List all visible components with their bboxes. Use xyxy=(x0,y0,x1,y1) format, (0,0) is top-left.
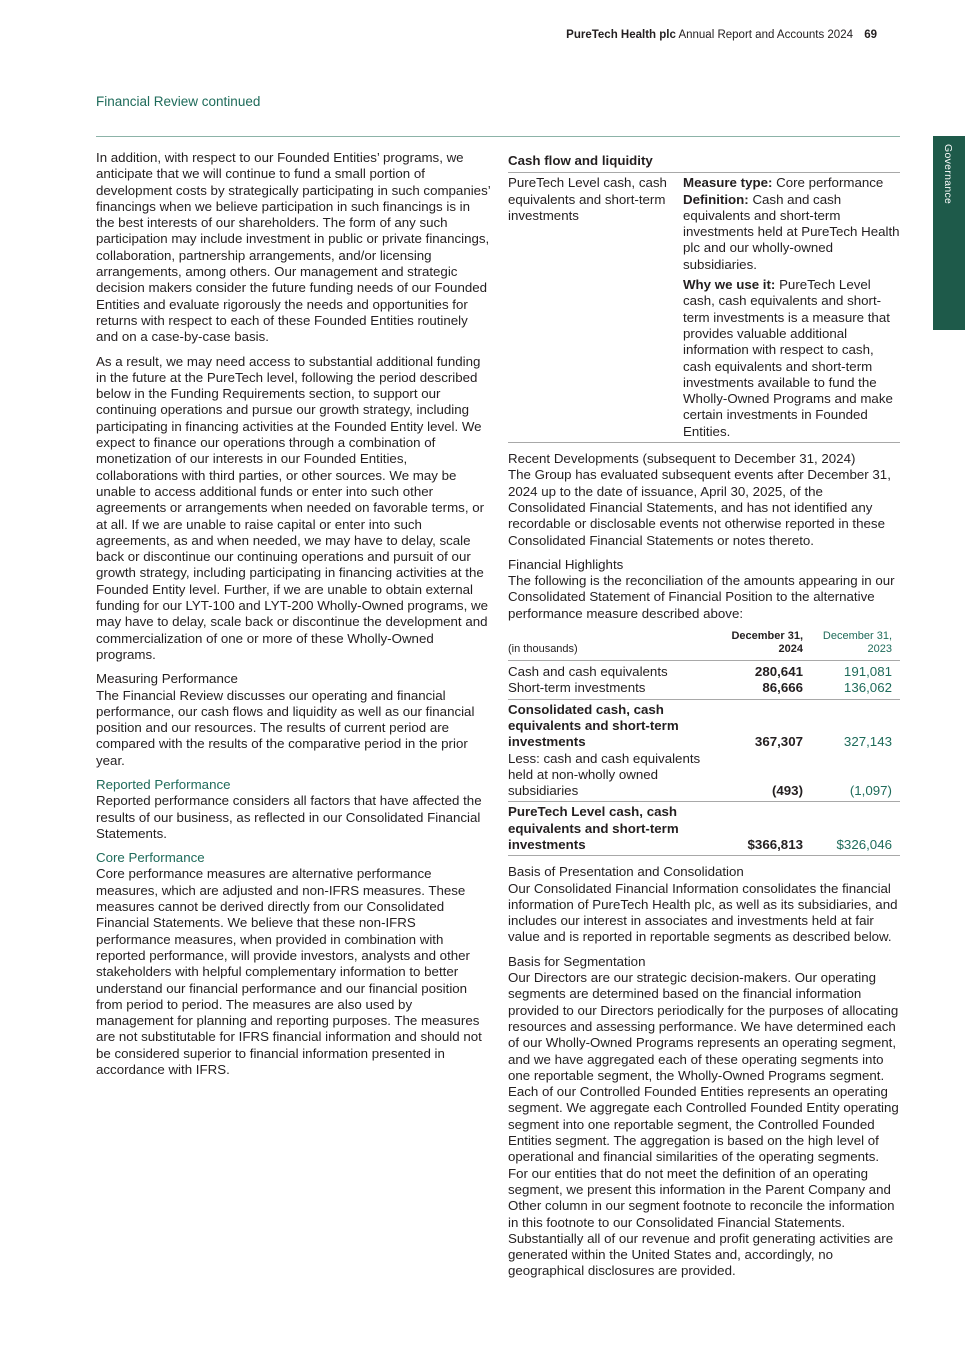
row-label: Less: cash and cash equivalents held at non-wholly owned subsidiaries xyxy=(508,750,701,799)
value-2023: (1,097) xyxy=(849,783,892,799)
measure-type-value: Core performance xyxy=(776,175,884,191)
governance-tab[interactable] xyxy=(933,136,965,330)
value-2024: 86,666 xyxy=(762,680,803,696)
cash-flow-metric: PureTech Level cash, cash equivalents and short-term investments xyxy=(508,175,667,223)
column-2024: December 31, 2024 xyxy=(731,630,803,656)
unit-label: (in thousands) xyxy=(508,643,578,656)
value-2023: 191,081 xyxy=(843,664,892,680)
value-2024: $366,813 xyxy=(747,836,803,852)
reported-performance-section xyxy=(96,777,491,842)
measure-type-label: Measure type: xyxy=(683,175,773,191)
value-2024: 367,307 xyxy=(754,734,803,750)
financial-highlights-text: The following is the reconciliation of the amounts appearing in our Consolidated Statement of Financial Position to the alternative performance measure described above: xyxy=(508,573,895,621)
row-label: Cash and cash equivalents xyxy=(508,664,668,680)
value-2023: 327,143 xyxy=(843,734,892,750)
recent-developments-section xyxy=(508,451,900,549)
left-column xyxy=(96,150,491,1086)
definition-label: Definition: xyxy=(683,191,749,207)
running-header xyxy=(566,29,877,41)
why-label: Why we use it: xyxy=(683,277,776,293)
basis-segmentation-section xyxy=(508,954,900,1280)
measuring-performance-text: The Financial Review discusses our operating and financial performance, our cash flows and liquidity as well as our financial position and our resources. The results of current period are compared with the results of the comparative period in the prior year. xyxy=(96,687,475,768)
top-divider xyxy=(96,136,900,137)
reported-performance-heading: Reported Performance xyxy=(96,776,231,792)
core-performance-section xyxy=(96,850,491,1078)
value-2024: 280,641 xyxy=(754,664,803,680)
recent-developments-text: The Group has evaluated subsequent events after December 31, 2024 up to the date of issuance, April 30, 2025, of the Consolidated Financial Statements, and has not identified any recordable or disclosable events not otherwise reported in these Consolidated Financial Statements or notes thereto. xyxy=(508,467,891,548)
row-label: Short-term investments xyxy=(508,680,646,696)
core-performance-text: Core performance measures are alternative performance measures, which are adjusted and non-IFRS measures. These measures cannot be derived directly from our Consolidated Financial Statements. We believe that these non-IFRS performance measures, when provided in combination with reported performance, will provide investors, analysts and other stakeholders with helpful complementary information to better understand our financial performance and our financial position from period to period. The measures are also used by management for planning and reporting purposes. The measures are not substitutable for IFRS financial information and should not be considered superior to financial information presented in accordance with IFRS. xyxy=(96,866,482,1078)
recent-developments-heading: Recent Developments (subsequent to December 31, 2024) xyxy=(508,451,856,467)
financial-highlights-heading: Financial Highlights xyxy=(508,556,624,572)
row-label: Consolidated cash, cash equivalents and short-term investments xyxy=(508,701,679,750)
company-name: PureTech Health plc xyxy=(566,29,676,41)
cash-flow-title: Cash flow and liquidity xyxy=(508,153,900,173)
cash-flow-description xyxy=(683,175,900,440)
right-column xyxy=(508,153,900,1288)
measuring-performance-heading: Measuring Performance xyxy=(96,671,238,687)
basis-presentation-heading: Basis of Presentation and Consolidation xyxy=(508,864,744,880)
table-header xyxy=(508,630,900,661)
cash-flow-row xyxy=(508,173,900,443)
governance-tab-label: Governance xyxy=(942,144,954,205)
financial-highlights-section xyxy=(508,557,900,622)
row-label: PureTech Level cash, cash equivalents and short-term investments xyxy=(508,804,679,852)
table-row xyxy=(508,661,900,680)
basis-presentation-section xyxy=(508,864,900,945)
value-2024: (493) xyxy=(771,783,803,799)
value-2023: 136,062 xyxy=(843,680,892,696)
why-value: PureTech Level cash, cash equivalents and short-term investments is a measure that provides valuable additional information with respect to cash, cash equivalents and short-term investments available to fund the Wholly-Owned Programs and make certain investments in Founded Entities. xyxy=(683,277,893,439)
core-performance-heading: Core Performance xyxy=(96,850,205,866)
financial-table xyxy=(508,630,900,856)
founded-entities-paragraph: In addition, with respect to our Founded Entities’ programs, we anticipate that we will continue to fund a small portion of development costs by strategically participating in such companies’ financings when we believe participation in such financings is in the best interests of our shareholders. The form of any such participation may include investment in public or private financings, collaboration, partnership arrangements, and/or licensing arrangements, among others. Our management and strategic decision makers consider the future funding needs of our Founded Entities and evaluate rigorously the needs and opportunities for returns with respect to each of these Founded Entities routinely and on a case-by-case basis. xyxy=(96,150,491,345)
basis-segmentation-heading: Basis for Segmentation xyxy=(508,953,646,969)
report-title: Annual Report and Accounts 2024 xyxy=(678,29,853,41)
definition-value: Cash and cash equivalents and short-term investments held at PureTech Health plc and our wholly-owned subsidiaries. xyxy=(683,191,900,272)
section-label: Financial Review continued xyxy=(96,94,261,109)
reported-performance-text: Reported performance considers all factors that have affected the results of our business, as reflected in our Consolidated Financial Statements. xyxy=(96,793,482,841)
table-row xyxy=(508,700,900,751)
page-number: 69 xyxy=(864,29,877,41)
basis-segmentation-text: Our Directors are our strategic decision-makers. Our operating segments are determined based on the financial information provided to our Directors periodically for the purposes of allocating resources and assessing performance. We have determined each of our Wholly-Owned Programs represents an operating segment, and we have aggregated each of these operating segments into one reportable segment, the Wholly-Owned Programs segment. Each of our Controlled Founded Entities represents an operating segment. We aggregate each Controlled Founded Entity operating segment into one reportable segment, the Controlled Founded Entities segment. The aggregation is based on the high level of operational and financial similarities of the operating segments. For our entities that do not meet the definition of an operating segment, we present this information in the Parent Company and Other column in our segment footnote to reconcile the information in this footnote to our Consolidated Financial Statements. Substantially all of our revenue and profit generating activities are generated within the United States and, accordingly, no geographical disclosures are provided. xyxy=(508,970,899,1279)
table-row xyxy=(508,802,900,856)
basis-presentation-text: Our Consolidated Financial Information consolidates the financial information of PureTech Health plc, as well as its subsidiaries, and includes our interest in associates and investments held at fair value and is reported in reportable segments as described below. xyxy=(508,880,898,945)
measuring-performance-section xyxy=(96,671,491,769)
value-2023: $326,046 xyxy=(836,836,892,852)
table-row xyxy=(508,751,900,803)
column-2023: December 31, 2023 xyxy=(822,630,892,656)
funding-paragraph: As a result, we may need access to substantial additional funding in the future at the PureTech level, following the period described below in the Funding Requirements section, to support our continuing operations and pursue our growth strategy, including participating in financing activities at the Founded Entity level. We expect to finance our operations through a combination of monetization of our interests in our Founded Entities, collaborations with third parties, or other sources. We may be unable to access additional funds or enter into such other agreements or arrangements when needed on favorable terms, or at all. If we are unable to raise capital or enter into such agreements, as and when needed, we may have to delay, scale back or discontinue our continuing operations and pursuit of our growth strategy, including participating in financing activities at the Founded Entity level. Further, if we are unable to obtain external funding for our LYT-100 and LYT-200 Wholly-Owned programs, we may have to delay, scale back or discontinue the development and commercialization of one or more of these Wholly-Owned programs. xyxy=(96,353,488,662)
table-row xyxy=(508,680,900,699)
